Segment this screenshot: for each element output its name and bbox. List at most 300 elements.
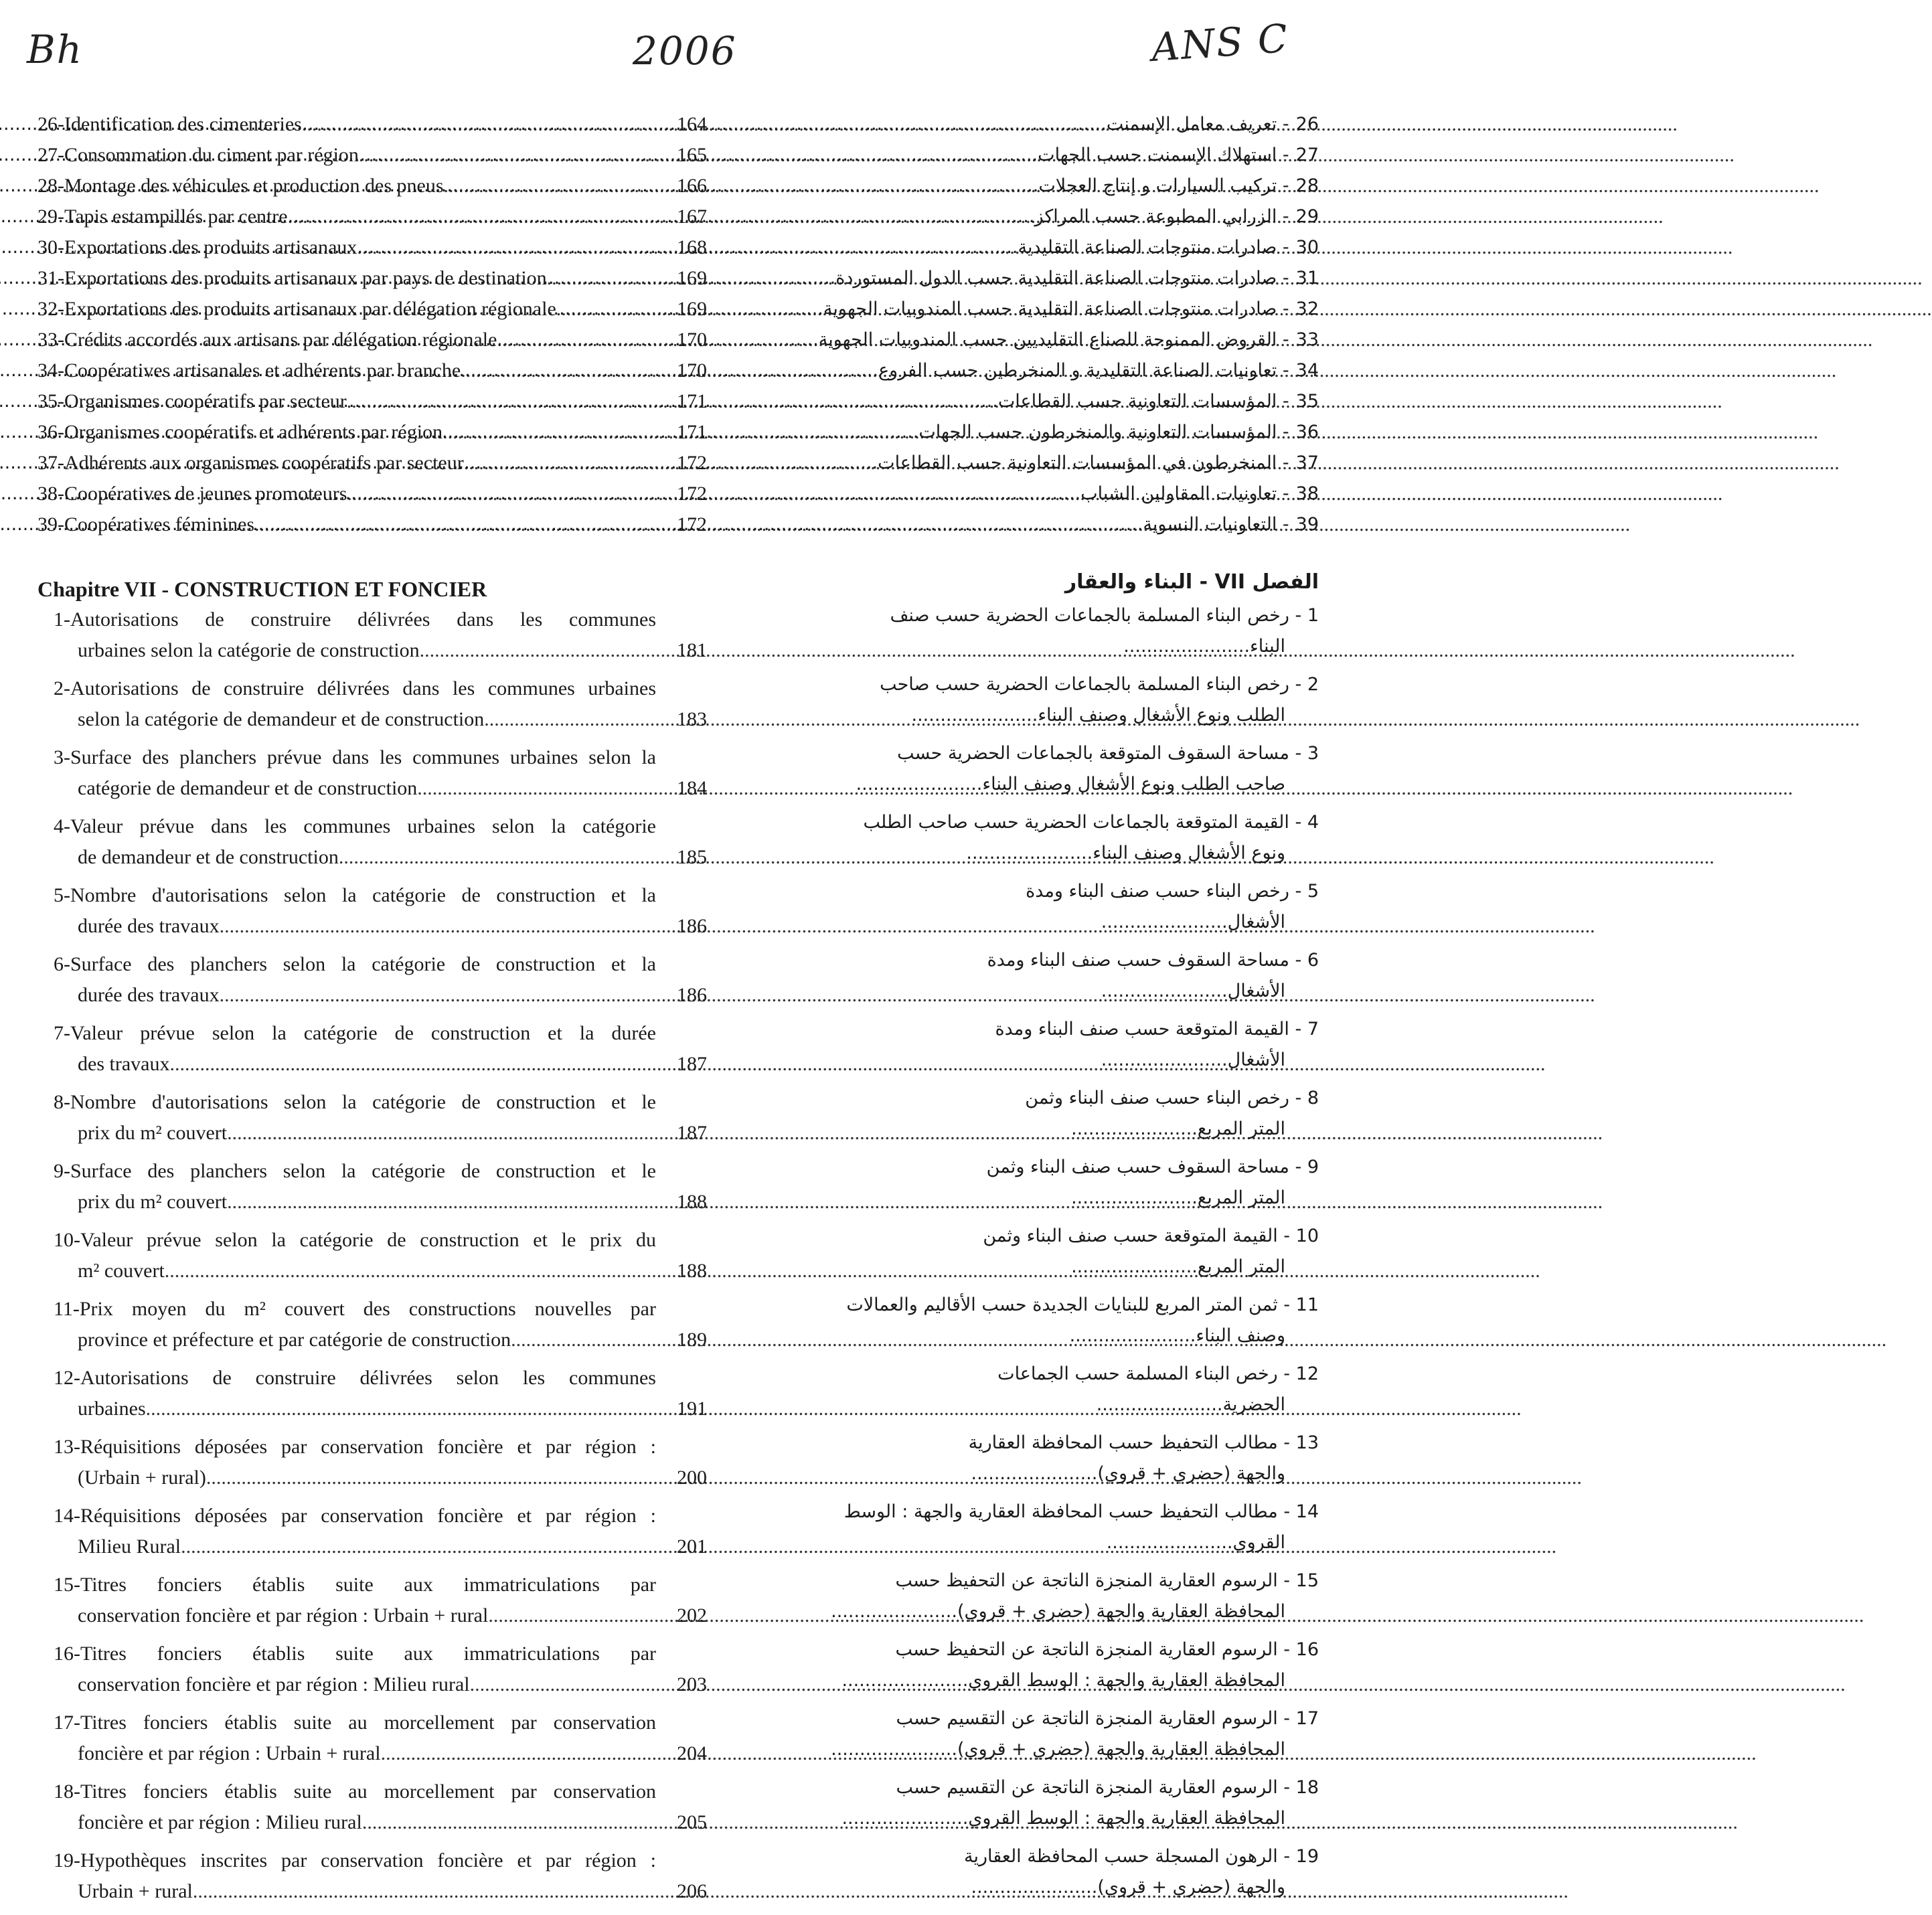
- handwritten-note-right: ANS C: [1149, 15, 1291, 71]
- page-number: 171: [677, 421, 707, 443]
- entry-title: - تعاونيات الصناعة التقليدية و المنخرطين حسب الفروع: [878, 360, 1289, 381]
- entry-title-line-2: [54, 635, 707, 666]
- entry-number: 38: [1295, 483, 1319, 504]
- entry-title-line-2: [730, 907, 1319, 938]
- entry-number: 36: [1295, 422, 1319, 442]
- leader-dots: [841, 1670, 968, 1691]
- entry-title-line-1: 18 - الرسوم العقارية المنجزة الناتجة عن التقسيم حسب: [896, 1777, 1319, 1798]
- leader-dots: [1101, 981, 1228, 1001]
- entry-title-line-1: 9-Surface des planchers selon la catégorie de construction et le: [54, 1160, 656, 1182]
- page-number: 172: [677, 513, 707, 535]
- page-number: 172: [677, 452, 707, 474]
- entry-title-line-2: [54, 1600, 707, 1631]
- leader-dots: [484, 704, 660, 735]
- toc-entry-ar: [730, 600, 1319, 669]
- page-number: 204: [677, 1742, 707, 1764]
- entry-title-continuation: conservation foncière et par région : Urbain + rural: [78, 1604, 489, 1627]
- page-number: 191: [677, 1398, 707, 1420]
- leader-dots: [227, 1118, 660, 1149]
- toc-entry-ar: [730, 738, 1319, 807]
- toc-entry-ar: [730, 448, 1319, 479]
- leader-dots: [1070, 1325, 1196, 1346]
- entry-title-continuation: foncière et par région : Urbain + rural: [78, 1742, 381, 1764]
- toc-entry-fr: [37, 673, 707, 742]
- leader-dots: [912, 705, 1038, 726]
- entry-number: 37: [1295, 452, 1319, 473]
- entry-title: - تعريف معامل الإسمنت: [1106, 114, 1289, 135]
- entry-title-continuation: الأشغال: [1227, 981, 1285, 1001]
- entry-title: - تعاونيات المقاولين الشباب: [1080, 483, 1289, 504]
- entry-title-continuation: conservation foncière et par région : Milieu rural: [78, 1673, 470, 1695]
- toc-entry-ar: [730, 201, 1319, 232]
- entry-title-continuation: urbaines: [78, 1398, 146, 1420]
- toc-entry-fr: [37, 1639, 707, 1708]
- page-number: 187: [677, 1122, 707, 1144]
- toc-entry-ar: [730, 945, 1319, 1014]
- entry-title-line-2: [54, 1049, 707, 1080]
- entry-title-line-1: 6 - مساحة السقوف حسب صنف البناء ومدة: [987, 950, 1319, 971]
- entry-number: 30: [1295, 237, 1319, 258]
- leader-dots: [206, 1463, 660, 1493]
- entry-title-continuation: والجهة (حضري + قروي): [1097, 1463, 1285, 1484]
- toc-entry-ar: [730, 1703, 1319, 1772]
- page-number: 171: [677, 390, 707, 412]
- leader-dots: [971, 1877, 1098, 1898]
- entry-title-continuation: المحافظة العقارية والجهة (حضري + قروي): [957, 1601, 1285, 1622]
- entry-title-continuation: prix du m² couvert: [78, 1122, 228, 1144]
- entry-title-line-1: 2 - رخص البناء المسلمة بالجماعات الحضرية حسب صاحب: [880, 674, 1319, 695]
- toc-entry-ar: [730, 669, 1319, 738]
- toc-entry-ar: [730, 109, 1319, 140]
- leader-dots: [220, 911, 660, 942]
- entry-title-continuation: urbaines selon la catégorie de construction: [78, 639, 420, 661]
- entry-title-continuation: Milieu Rural: [78, 1535, 181, 1558]
- toc-entry-ar: [730, 1221, 1319, 1290]
- entry-title-line-1: 3-Surface des planchers prévue dans les communes urbaines selon la: [54, 746, 656, 768]
- entry-title-line-2: [730, 1803, 1319, 1834]
- toc-entry-ar: [730, 294, 1319, 325]
- entry-title-line-1: 19 - الرهون المسجلة حسب المحافظة العقارية: [964, 1846, 1319, 1867]
- page-number: 203: [677, 1673, 707, 1695]
- leader-dots: [1107, 1532, 1233, 1553]
- entry-title-line-1: 19-Hypothèques inscrites par conservation foncière et par région :: [54, 1849, 656, 1871]
- leader-dots: [856, 774, 983, 795]
- entry-title-continuation: durée des travaux: [78, 984, 220, 1006]
- entry-title-line-2: [730, 769, 1319, 800]
- leader-dots: [227, 1187, 660, 1218]
- entry-title: 33-Crédits accordés aux artisans par délégation régionale: [37, 329, 497, 351]
- entry-number: 26: [1295, 114, 1319, 135]
- entry-title-continuation: الأشغال: [1227, 912, 1285, 932]
- page-number: 184: [677, 777, 707, 799]
- entry-title-line-1: 1-Autorisations de construire délivrées dans les communes: [54, 608, 656, 631]
- leader-dots: [730, 171, 1038, 201]
- handwritten-year: 2006: [633, 28, 737, 74]
- leader-dots: [181, 1531, 660, 1562]
- entry-title-line-2: [730, 631, 1319, 662]
- entry-title-line-2: [730, 1252, 1319, 1282]
- page-number: 201: [677, 1535, 707, 1558]
- entry-title-line-1: 8-Nombre d'autorisations selon la catégorie de construction et le: [54, 1091, 656, 1113]
- leader-dots: [1101, 1050, 1228, 1070]
- entry-title-continuation: القروي: [1232, 1532, 1285, 1553]
- entry-title-line-2: [730, 1734, 1319, 1765]
- leader-dots: [730, 201, 1034, 232]
- page-number: 188: [677, 1260, 707, 1282]
- toc-entry-fr: [37, 604, 707, 673]
- page-number: 172: [677, 483, 707, 505]
- entry-title: 31-Exportations des produits artisanaux par pays de destination: [37, 267, 547, 289]
- leader-dots: [146, 1394, 660, 1424]
- handwritten-note-left: Bh: [27, 27, 83, 72]
- entry-title-line-2: [54, 1876, 707, 1907]
- chapter-title-ar: الفصل VII - البناء والعقار: [1064, 570, 1319, 594]
- entry-title-continuation: m² couvert: [78, 1260, 165, 1282]
- entry-title-line-2: [54, 911, 707, 942]
- toc-entry-ar: [730, 479, 1319, 509]
- toc-entry-ar: [730, 1014, 1319, 1083]
- leader-dots: [730, 417, 918, 448]
- entry-title-line-1: 12-Autorisations de construire délivrées selon les communes: [54, 1367, 656, 1389]
- entry-title: - القروض الممنوحة للصناع التقليديين حسب المندوبيات الجهوية: [818, 329, 1289, 350]
- leader-dots: [730, 355, 878, 386]
- toc-entry-fr: [37, 1018, 707, 1087]
- entry-title-line-1: 5-Nombre d'autorisations selon la catégorie de construction et la: [54, 884, 656, 906]
- leader-dots: [730, 325, 819, 355]
- entry-title: 27-Consommation du ciment par région: [37, 144, 359, 166]
- toc-entry-fr: [37, 1087, 707, 1156]
- entry-number: 35: [1295, 391, 1319, 412]
- entry-title-line-2: [730, 976, 1319, 1007]
- entry-title-line-1: 11 - ثمن المتر المربع للبنايات الجديدة حسب الأقاليم والعمالات: [846, 1295, 1319, 1315]
- entry-title: - المؤسسات التعاونية والمنخرطون حسب الجهات: [918, 422, 1289, 442]
- entry-title-line-1: 1 - رخص البناء المسلمة بالجماعات الحضرية حسب صنف: [890, 605, 1319, 626]
- leader-dots: [730, 386, 998, 417]
- leader-dots: [420, 635, 660, 666]
- entry-title-continuation: Urbain + rural: [78, 1880, 193, 1902]
- entry-title-line-1: 7-Valeur prévue selon la catégorie de construction et la durée: [54, 1022, 656, 1044]
- entry-title: 37-Adhérents aux organismes coopératifs par secteur: [37, 452, 464, 474]
- page-number: 166: [677, 175, 707, 197]
- entry-title-line-1: 4 - القيمة المتوقعة بالجماعات الحضرية حسب صاحب الطلب: [863, 812, 1319, 833]
- entry-number: 34: [1295, 360, 1319, 381]
- entry-title-line-2: [54, 1531, 707, 1562]
- entry-number: 29: [1295, 206, 1319, 227]
- entry-title: - الزرابي المطبوعة حسب المراكز: [1034, 206, 1289, 227]
- leader-dots: [730, 109, 1107, 140]
- page-number: 202: [677, 1604, 707, 1627]
- entry-title-continuation: foncière et par région : Milieu rural: [78, 1811, 362, 1833]
- entry-title-continuation: durée des travaux: [78, 915, 220, 937]
- entry-title-continuation: catégorie de demandeur et de construction: [78, 777, 418, 799]
- entry-title: - التعاونيات النسوية: [1143, 514, 1289, 535]
- entry-title-line-1: 6-Surface des planchers selon la catégorie de construction et la: [54, 953, 656, 975]
- entry-number: 31: [1295, 268, 1319, 288]
- leader-dots: [339, 842, 660, 873]
- entry-title-continuation: المحافظة العقارية والجهة : الوسط القروي: [968, 1670, 1285, 1691]
- entry-title-line-2: [54, 1394, 707, 1424]
- chapter-heading-fr: [37, 572, 707, 606]
- page-number: 206: [677, 1880, 707, 1902]
- entry-title-continuation: المتر المربع: [1197, 1256, 1285, 1277]
- entry-title-line-2: [54, 1118, 707, 1149]
- entry-title: 36-Organismes coopératifs et adhérents par région: [37, 421, 443, 443]
- entry-title-continuation: المتر المربع: [1197, 1118, 1285, 1139]
- leader-dots: [381, 1738, 660, 1769]
- page-number: 169: [677, 267, 707, 289]
- entry-title-continuation: المحافظة العقارية والجهة : الوسط القروي: [968, 1808, 1285, 1829]
- toc-french-section-2: [37, 604, 707, 1914]
- page-number: 205: [677, 1811, 707, 1833]
- toc-entry-fr: [37, 949, 707, 1018]
- entry-title-line-2: [730, 1114, 1319, 1145]
- toc-entry-ar: [730, 140, 1319, 171]
- entry-title-line-2: [730, 1459, 1319, 1489]
- entry-number: 27: [1295, 145, 1319, 165]
- leader-dots: [169, 1049, 660, 1080]
- entry-title-line-2: [54, 1325, 707, 1355]
- entry-title: 34-Coopératives artisanales et adhérents par branche: [37, 359, 461, 382]
- entry-title-line-2: [730, 1045, 1319, 1076]
- leader-dots: [1071, 1187, 1198, 1208]
- toc-entry-ar: [730, 232, 1319, 263]
- entry-title-line-1: 16 - الرسوم العقارية المنجزة الناتجة عن التحفيظ حسب: [895, 1639, 1319, 1660]
- leader-dots: [511, 1325, 660, 1355]
- leader-dots: [971, 1463, 1098, 1484]
- toc-arabic-section-2: [730, 600, 1319, 1910]
- entry-title: 38-Coopératives de jeunes promoteurs: [37, 483, 347, 505]
- toc-entry-ar: [730, 807, 1319, 876]
- entry-title-continuation: province et préfecture et par catégorie de construction: [78, 1329, 511, 1351]
- leader-dots: [1123, 636, 1250, 657]
- toc-entry-fr: [37, 1845, 707, 1914]
- toc-entry-ar: [730, 417, 1319, 448]
- entry-title-line-2: [54, 1187, 707, 1218]
- toc-entry-ar: [730, 1635, 1319, 1703]
- page-number: 170: [677, 359, 707, 382]
- entry-title-line-1: 4-Valeur prévue dans les communes urbaines selon la catégorie: [54, 815, 656, 837]
- page-number: 170: [677, 329, 707, 351]
- leader-dots: [1071, 1118, 1198, 1139]
- entry-title-continuation: (Urbain + rural): [78, 1467, 206, 1489]
- entry-title-line-1: 15-Titres fonciers établis suite aux immatriculations par: [54, 1574, 656, 1596]
- entry-title-line-2: [54, 704, 707, 735]
- toc-arabic-section-1: [730, 109, 1319, 540]
- leader-dots: [730, 140, 1038, 171]
- entry-title-line-1: 17 - الرسوم العقارية المنجزة الناتجة عن التقسيم حسب: [896, 1708, 1319, 1729]
- leader-dots: [841, 1808, 968, 1829]
- toc-french-section-1: [37, 109, 707, 540]
- toc-entry-fr: [37, 1708, 707, 1776]
- page-number: 168: [677, 236, 707, 258]
- leader-dots: [1097, 1394, 1223, 1415]
- leader-dots: [1071, 1256, 1198, 1277]
- entry-title-continuation: البناء: [1250, 636, 1285, 657]
- page-number: 183: [677, 708, 707, 730]
- toc-entry-fr: [37, 742, 707, 811]
- entry-title: - صادرات منتوجات الصناعة التقليدية: [1018, 237, 1289, 258]
- entry-title-line-1: 14 - مطالب التحفيظ حسب المحافظة العقارية والجهة : الوسط: [843, 1501, 1319, 1522]
- entry-title-line-2: [730, 1872, 1319, 1903]
- page-number: 189: [677, 1329, 707, 1351]
- leader-dots: [362, 1807, 660, 1838]
- entry-title-line-2: [730, 700, 1319, 731]
- page-number: 185: [677, 846, 707, 868]
- leader-dots: [831, 1739, 957, 1760]
- entry-title: 26-Identification des cimenteries: [37, 113, 302, 135]
- entry-title: 35-Organismes coopératifs par secteur: [37, 390, 347, 412]
- page-number: 200: [677, 1467, 707, 1489]
- page-number: 186: [677, 915, 707, 937]
- leader-dots: [220, 980, 660, 1011]
- entry-title-line-2: [54, 773, 707, 804]
- entry-title-line-2: [730, 1665, 1319, 1696]
- entry-title: - المنخرطون في المؤسسات التعاونية حسب القطاعات: [878, 452, 1289, 473]
- entry-title-line-1: 7 - القيمة المتوقعة حسب صنف البناء ومدة: [995, 1019, 1319, 1039]
- leader-dots: [730, 448, 878, 479]
- leader-dots: [966, 843, 1093, 863]
- page-number: 187: [677, 1053, 707, 1075]
- toc-entry-ar: [730, 509, 1319, 540]
- toc-entry-fr: [37, 1363, 707, 1432]
- toc-entry-fr: [37, 1501, 707, 1570]
- entry-title: - تركيب السيارات و إنتاج العجلات: [1038, 175, 1289, 196]
- toc-entry-ar: [730, 1359, 1319, 1428]
- entry-title: - المؤسسات التعاونية حسب القطاعات: [997, 391, 1289, 412]
- entry-title-line-1: 5 - رخص البناء حسب صنف البناء ومدة: [1026, 881, 1319, 902]
- entry-title-continuation: المحافظة العقارية والجهة (حضري + قروي): [957, 1739, 1285, 1760]
- entry-title-continuation: selon la catégorie de demandeur et de construction: [78, 708, 485, 730]
- entry-title-line-2: [730, 1321, 1319, 1351]
- toc-entry-fr: [37, 811, 707, 880]
- entry-title-line-1: 11-Prix moyen du m² couvert des constructions nouvelles par: [54, 1298, 656, 1320]
- toc-entry-ar: [730, 1152, 1319, 1221]
- entry-title-continuation: وصنف البناء: [1196, 1325, 1285, 1346]
- entry-title-line-2: [54, 980, 707, 1011]
- leader-dots: [470, 1669, 660, 1700]
- toc-entry-fr: [37, 880, 707, 949]
- entry-number: 39: [1295, 514, 1319, 535]
- entry-title-line-2: [54, 1256, 707, 1286]
- toc-entry-ar: [730, 876, 1319, 945]
- entry-title-line-2: [54, 842, 707, 873]
- entry-title-line-1: 3 - مساحة السقوف المتوقعة بالجماعات الحضرية حسب: [897, 743, 1319, 764]
- entry-title-line-2: [730, 1390, 1319, 1420]
- leader-dots: [417, 773, 660, 804]
- leader-dots: [193, 1876, 660, 1907]
- entry-title: 29-Tapis estampillés par centre: [37, 205, 288, 228]
- entry-title-line-1: 13 - مطالب التحفيظ حسب المحافظة العقارية: [968, 1432, 1319, 1453]
- toc-entry-ar: [730, 1497, 1319, 1566]
- leader-dots: [1101, 912, 1228, 932]
- entry-title-continuation: des travaux: [78, 1053, 170, 1075]
- page-number: 169: [677, 298, 707, 320]
- entry-title-line-1: 9 - مساحة السقوف حسب صنف البناء وثمن: [986, 1157, 1319, 1177]
- entry-title-continuation: prix du m² couvert: [78, 1191, 228, 1213]
- entry-title-continuation: الحضرية: [1222, 1394, 1285, 1415]
- toc-entry-fr: [37, 1156, 707, 1225]
- entry-title-continuation: صاحب الطلب ونوع الأشغال وصنف البناء: [982, 774, 1285, 795]
- entry-title-continuation: de demandeur et de construction: [78, 846, 339, 868]
- entry-title: 32-Exportations des produits artisanaux par délégation régionale: [37, 298, 556, 320]
- entry-title: - استهلاك الإسمنت حسب الجهات: [1038, 145, 1289, 165]
- entry-title-line-2: [730, 838, 1319, 869]
- entry-title-line-2: [730, 1596, 1319, 1627]
- leader-dots: [488, 1600, 660, 1631]
- entry-title: 30-Exportations des produits artisanaux: [37, 236, 357, 258]
- entry-title-continuation: ونوع الأشغال وصنف البناء: [1093, 843, 1285, 863]
- toc-entry-ar: [730, 1428, 1319, 1497]
- page-number: 181: [677, 639, 707, 661]
- leader-dots: [730, 294, 823, 325]
- toc-entry-ar: [730, 386, 1319, 417]
- toc-entry-ar: [730, 325, 1319, 355]
- entry-title-line-1: 18-Titres fonciers établis suite au morcellement par conservation: [54, 1780, 656, 1803]
- chapter-title-fr: Chapitre VII - CONSTRUCTION ET FONCIER: [37, 577, 487, 601]
- toc-entry-ar: [730, 1083, 1319, 1152]
- entry-title-line-1: 16-Titres fonciers établis suite aux immatriculations par: [54, 1643, 656, 1665]
- toc-entry-ar: [730, 1290, 1319, 1359]
- page-number: 167: [677, 205, 707, 228]
- entry-title-line-1: 14-Réquisitions déposées par conservation foncière et par région :: [54, 1505, 656, 1527]
- entry-title-line-2: [54, 1463, 707, 1493]
- entry-title-line-1: 12 - رخص البناء المسلمة حسب الجماعات: [997, 1363, 1319, 1384]
- toc-entry-ar: [730, 263, 1319, 294]
- toc-entry-fr: [37, 1432, 707, 1501]
- entry-title-line-1: 13-Réquisitions déposées par conservation foncière et par région :: [54, 1436, 656, 1458]
- entry-title-line-2: [730, 1183, 1319, 1214]
- toc-entry-fr: [37, 1776, 707, 1845]
- leader-dots: [165, 1256, 660, 1286]
- entry-title-continuation: المتر المربع: [1197, 1187, 1285, 1208]
- toc-entry-ar: [730, 1841, 1319, 1910]
- entry-title-line-2: [730, 1527, 1319, 1558]
- page-number: 165: [677, 144, 707, 166]
- leader-dots: [831, 1601, 957, 1622]
- entry-title-line-1: 8 - رخص البناء حسب صنف البناء وثمن: [1025, 1088, 1319, 1108]
- toc-entry-ar: [730, 171, 1319, 201]
- page-number: 186: [677, 984, 707, 1006]
- entry-title-line-2: [54, 1669, 707, 1700]
- toc-entry-ar: [730, 355, 1319, 386]
- entry-title: 39-Coopératives féminines: [37, 513, 255, 535]
- entry-number: 28: [1295, 175, 1319, 196]
- toc-entry-ar: [730, 1772, 1319, 1841]
- toc-entry-fr: [37, 1294, 707, 1363]
- toc-entry-ar: [730, 1566, 1319, 1635]
- entry-title-continuation: والجهة (حضري + قروي): [1097, 1877, 1285, 1898]
- entry-title-line-2: [54, 1738, 707, 1769]
- entry-title-line-1: 10 - القيمة المتوقعة حسب صنف البناء وثمن: [983, 1226, 1319, 1246]
- entry-title-line-1: 15 - الرسوم العقارية المنجزة الناتجة عن التحفيظ حسب: [895, 1570, 1319, 1591]
- entry-title-line-1: 2-Autorisations de construire délivrées dans les communes urbaines: [54, 677, 656, 699]
- toc-entry-fr: [37, 1570, 707, 1639]
- entry-title-line-1: 10-Valeur prévue selon la catégorie de construction et le prix du: [54, 1229, 656, 1251]
- entry-title-continuation: الطلب ونوع الأشغال وصنف البناء: [1038, 705, 1285, 726]
- chapter-heading-ar: [730, 566, 1319, 599]
- leader-dots: [730, 263, 835, 294]
- entry-title-continuation: الأشغال: [1227, 1050, 1285, 1070]
- page-number: 164: [677, 113, 707, 135]
- entry-title: 28-Montage des véhicules et production des pneus: [37, 175, 444, 197]
- leader-dots: [730, 509, 1143, 540]
- entry-number: 33: [1295, 329, 1319, 350]
- entry-title-line-1: 17-Titres fonciers établis suite au morcellement par conservation: [54, 1712, 656, 1734]
- page-number: 188: [677, 1191, 707, 1213]
- toc-entry-fr: [37, 1225, 707, 1294]
- entry-number: 32: [1295, 299, 1319, 319]
- entry-title: - صادرات منتوجات الصناعة التقليدية حسب المندوبيات الجهوية: [823, 299, 1289, 319]
